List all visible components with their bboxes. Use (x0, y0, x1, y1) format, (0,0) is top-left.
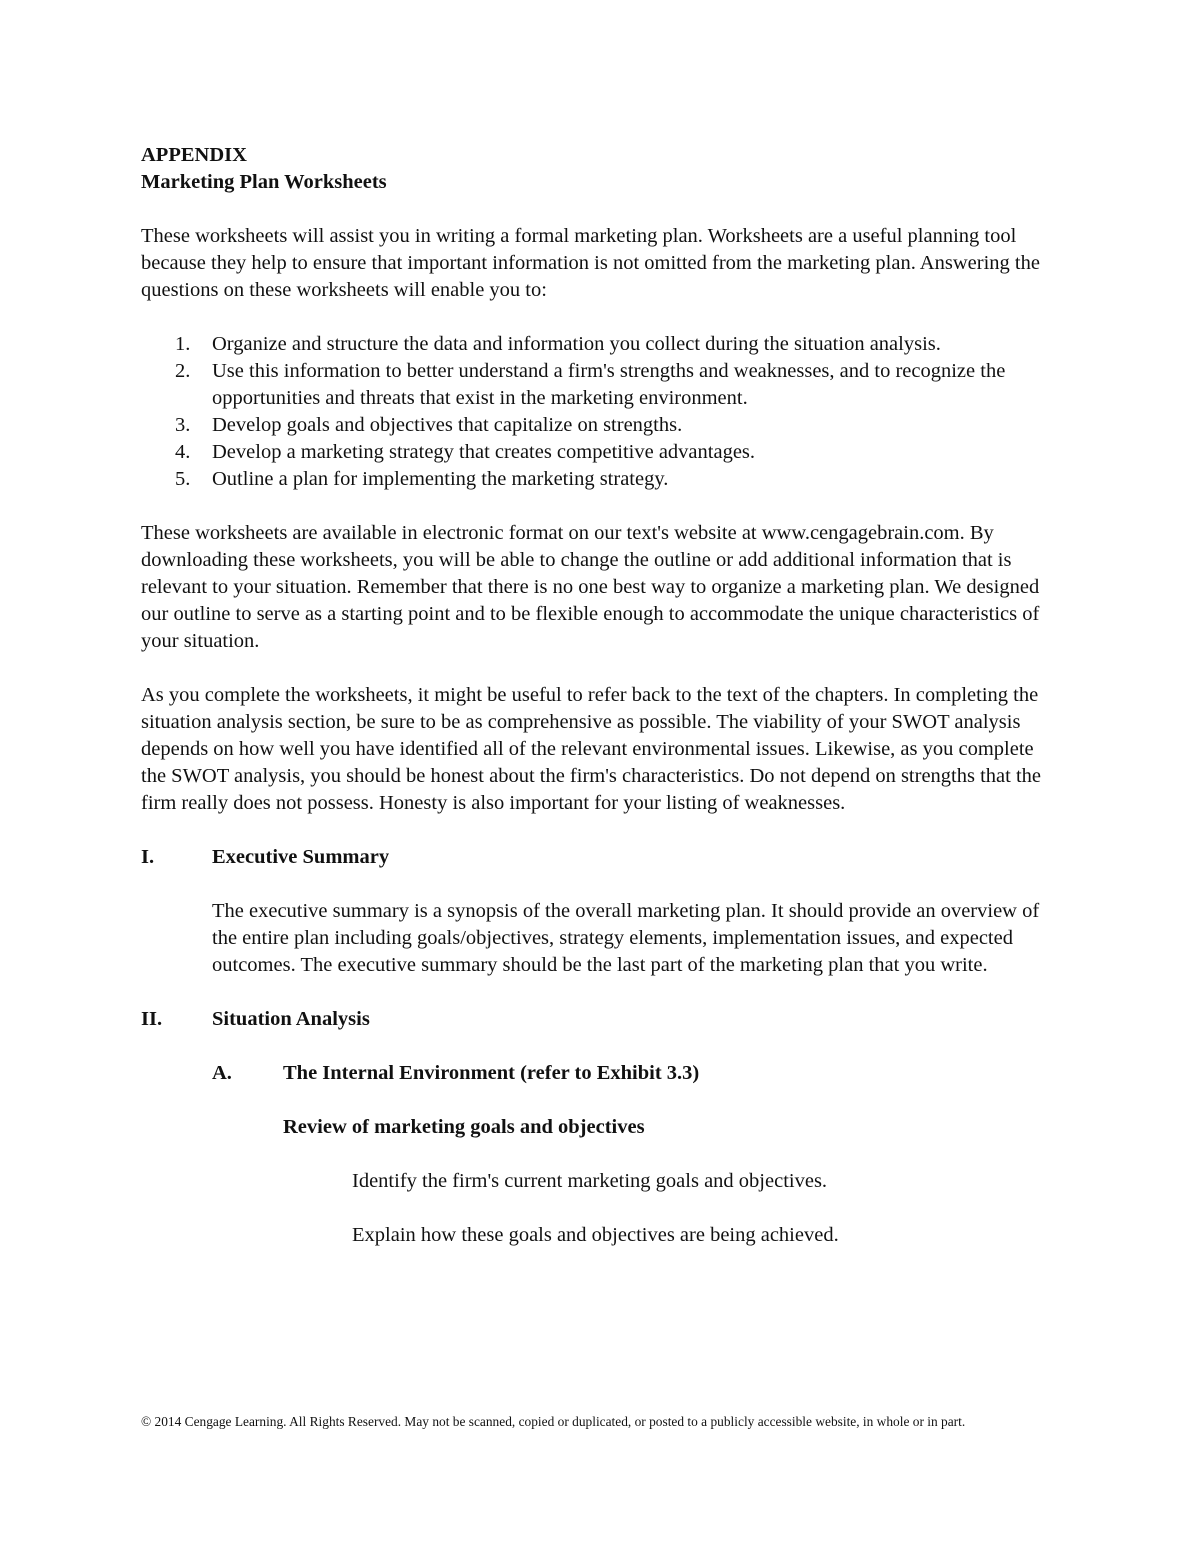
list-item (141, 439, 1051, 466)
list-item-text: Develop goals and objectives that capitalize on strengths. (212, 414, 683, 436)
section-body: The executive summary is a synopsis of the overall marketing plan. It should provide an overview of the entire plan including goals/objectives, strategy elements, implementation issues, and expected outcomes. The executive summary should be the last part of the marketing plan that you write. (212, 900, 1040, 976)
copyright-footer: © 2014 Cengage Learning. All Rights Reserved. May not be scanned, copied or duplicated, or posted to a publicly accessible website, in whole or in part. (141, 1414, 966, 1429)
subsection-internal-environment (141, 1060, 1051, 1249)
list-item (141, 466, 1051, 493)
page-content (141, 142, 1051, 1249)
website-paragraph: These worksheets are available in electronic format on our text's website at www.cengagebrain.com. By downloading these worksheets, you will be able to change the outline or add additional information that is relevant to your situation. Remember that there is no one best way to organize a marketing plan. We designed our outline to serve as a starting point and to be flexible enough to accommodate the unique characteristics of your situation. (141, 522, 1040, 652)
objectives-list (141, 331, 1051, 493)
appendix-label: APPENDIX (141, 144, 247, 166)
section-title: Executive Summary (212, 846, 390, 868)
worksheet-task: Explain how these goals and objectives are being achieved. (352, 1224, 839, 1246)
list-item (141, 331, 1051, 358)
section-numeral: II. (141, 1008, 163, 1030)
list-item-number: 4. (175, 441, 191, 463)
intro-paragraph: These worksheets will assist you in writing a formal marketing plan. Worksheets are a useful planning tool because they help to ensure that important information is not omitted from the marketing plan. Answering the questions on these worksheets will enable you to: (141, 225, 1040, 301)
subsection-letter: A. (212, 1062, 232, 1084)
section-heading (141, 1006, 1051, 1033)
list-item-text: Use this information to better understand a firm's strengths and weaknesses, and to recognize the opportunities and threats that exist in the marketing environment. (212, 360, 1006, 409)
worksheet-task: Identify the firm's current marketing goals and objectives. (352, 1170, 828, 1192)
list-item-text: Outline a plan for implementing the marketing strategy. (212, 468, 669, 490)
section-heading (141, 844, 1051, 871)
section-executive-summary (141, 844, 1051, 979)
guidance-paragraph: As you complete the worksheets, it might be useful to refer back to the text of the chapters. In completing the situation analysis section, be sure to be as comprehensive as possible. The viability of your SWOT analysis depends on how well you have identified all of the relevant environmental issues. Likewise, as you complete the SWOT analysis, you should be honest about the firm's characteristics. Do not depend on strengths that the firm really does not possess. Honesty is also important for your listing of weaknesses. (141, 684, 1042, 814)
subsection-heading (141, 1060, 1051, 1087)
section-situation-analysis (141, 1006, 1051, 1249)
subsection-title: The Internal Environment (refer to Exhibit 3.3) (283, 1062, 700, 1084)
section-numeral: I. (141, 846, 155, 868)
list-item-number: 2. (175, 360, 191, 382)
list-item-number: 3. (175, 414, 191, 436)
list-item-text: Develop a marketing strategy that creates competitive advantages. (212, 441, 756, 463)
list-item (141, 412, 1051, 439)
list-item-number: 1. (175, 333, 191, 355)
list-item-number: 5. (175, 468, 191, 490)
list-item-text: Organize and structure the data and information you collect during the situation analysis. (212, 333, 941, 355)
section-title: Situation Analysis (212, 1008, 370, 1030)
list-item (141, 358, 1051, 412)
review-heading: Review of marketing goals and objectives (283, 1116, 645, 1138)
document-title: Marketing Plan Worksheets (141, 171, 387, 193)
